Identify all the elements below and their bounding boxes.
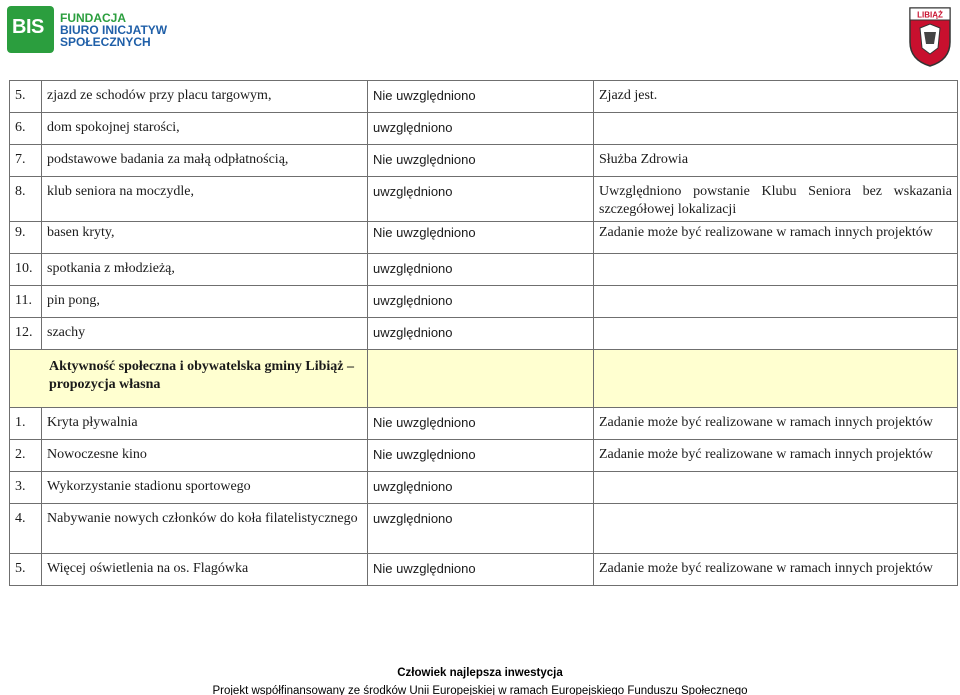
row-status: Nie uwzględniono [368,145,594,177]
row-status: uwzględniono [368,472,594,504]
page-footer [0,664,960,695]
table-row [10,440,958,472]
row-name: szachy [42,318,368,350]
table-row [10,222,958,254]
row-note: Uwzględniono powstanie Klubu Seniora bez wskazania szczegółowej lokalizacji [594,177,958,222]
row-name: dom spokojnej starości, [42,113,368,145]
table-row [10,177,958,222]
row-number: 5. [10,554,42,586]
row-number: 11. [10,286,42,318]
row-status: uwzględniono [368,254,594,286]
row-status: uwzględniono [368,286,594,318]
footer-funding-note: Projekt współfinansowany ze środków Unii Europejskiej w ramach Europejskiego Funduszu Społecznego [212,685,748,695]
row-number: 5. [10,81,42,113]
row-status: Nie uwzględniono [368,81,594,113]
table-row [10,472,958,504]
row-status: Nie uwzględniono [368,408,594,440]
row-name: Kryta pływalnia [42,408,368,440]
bis-logo-text: BIS [12,16,44,38]
row-note [594,254,958,286]
libiaz-crest-icon [906,4,954,68]
row-status: uwzględniono [368,318,594,350]
page-header [0,0,960,80]
row-number: 2. [10,440,42,472]
row-name: Wykorzystanie stadionu sportowego [42,472,368,504]
row-note [594,286,958,318]
foundation-line3: SPOŁECZNYCH [60,35,151,49]
foundation-name [60,12,167,48]
row-name: spotkania z młodzieżą, [42,254,368,286]
section-header-row [10,350,958,408]
section-status-cell [368,350,594,408]
row-number: 7. [10,145,42,177]
row-name: Nowoczesne kino [42,440,368,472]
row-number: 10. [10,254,42,286]
row-note: Zadanie może być realizowane w ramach innych projektów [594,222,958,254]
row-status: Nie uwzględniono [368,554,594,586]
foundation-line2: BIURO INICJATYW [60,23,168,37]
row-note [594,504,958,554]
table-row [10,286,958,318]
row-name: Nabywanie nowych członków do koła filatelistycznego [42,504,368,554]
row-number: 9. [10,222,42,254]
crest-label: LIBIĄŻ [917,10,943,20]
row-number: 8. [10,177,42,222]
table-row [10,81,958,113]
footer-slogan: Człowiek najlepsza inwestycja [397,667,563,679]
table-row [10,318,958,350]
row-number: 1. [10,408,42,440]
section-title-text: Aktywność społeczna i obywatelska gminy Libiąż – propozycja własna [49,359,354,392]
row-note: Zadanie może być realizowane w ramach innych projektów [594,554,958,586]
row-note: Służba Zdrowia [594,145,958,177]
row-note: Zjazd jest. [594,81,958,113]
table-row [10,145,958,177]
table-row [10,254,958,286]
row-name: basen kryty, [42,222,368,254]
row-status: Nie uwzględniono [368,222,594,254]
row-status: uwzględniono [368,504,594,554]
row-note: Zadanie może być realizowane w ramach innych projektów [594,408,958,440]
row-number: 6. [10,113,42,145]
row-number: 12. [10,318,42,350]
row-number: 4. [10,504,42,554]
row-status: Nie uwzględniono [368,440,594,472]
row-name: Więcej oświetlenia na os. Flagówka [42,554,368,586]
row-note [594,472,958,504]
row-note [594,318,958,350]
row-name: pin pong, [42,286,368,318]
table-row [10,113,958,145]
table-row [10,554,958,586]
row-status: uwzględniono [368,177,594,222]
bis-logo [7,6,54,53]
table-row [10,408,958,440]
row-name: klub seniora na moczydle, [42,177,368,222]
row-note: Zadanie może być realizowane w ramach innych projektów [594,440,958,472]
table-row [10,504,958,554]
section-note-cell [594,350,958,408]
row-number: 3. [10,472,42,504]
proposals-table [9,80,958,586]
row-note [594,113,958,145]
row-name: zjazd ze schodów przy placu targowym, [42,81,368,113]
section-title [10,350,368,408]
foundation-line1: FUNDACJA [60,11,126,25]
row-status: uwzględniono [368,113,594,145]
row-name: podstawowe badania za małą odpłatnością, [42,145,368,177]
